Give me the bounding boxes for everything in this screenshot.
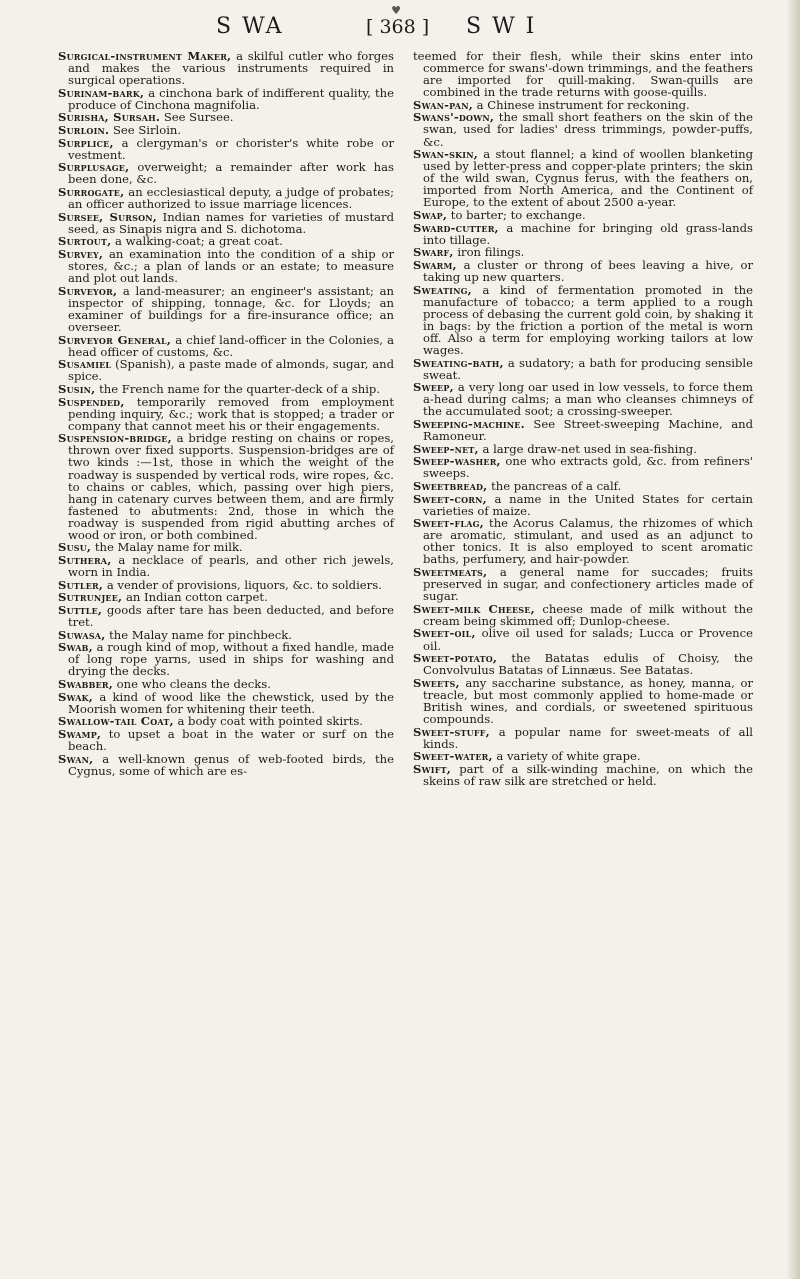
entry-definition: temporarily removed from employment pending inquiry, &c.; work that is stopped; a trader or company that cannot meet his or their engagements. (68, 394, 394, 433)
entry-headword: Sweet-corn, (413, 491, 487, 506)
dictionary-entry (413, 677, 753, 725)
entry-headword: Surinam-bark, (58, 85, 145, 100)
right-guide-word: S W I (466, 14, 537, 39)
entry-headword: Surplice, (58, 135, 114, 150)
entry-headword: Surrogate, (58, 185, 125, 200)
entry-definition: goods after tare has been deducted, and before tret. (68, 602, 394, 630)
dictionary-entry (58, 728, 394, 752)
dictionary-entry (58, 629, 394, 641)
dictionary-entry (413, 455, 753, 479)
left-column (58, 50, 394, 777)
running-header (0, 14, 800, 44)
dictionary-entry (58, 383, 394, 395)
dictionary-entry (58, 641, 394, 677)
dictionary-entry (413, 627, 753, 651)
entry-headword: Swarm, (413, 257, 457, 272)
dictionary-entry (58, 285, 394, 333)
entry-definition: a clergyman's or chorister's white robe or vestment. (68, 135, 395, 162)
entry-definition: See Sirloin. (112, 123, 182, 138)
entry-headword: Swan-pan, (413, 97, 473, 112)
entry-definition: a skilful cutler who forges and makes the various instruments required in surgical operations. (68, 49, 394, 88)
entry-headword: Swarf, (413, 245, 454, 260)
left-guide-word: S WA (216, 14, 284, 39)
dictionary-entry (413, 99, 753, 111)
dictionary-entry (58, 691, 394, 715)
entry-headword: Sweating, (413, 282, 472, 297)
entry-headword: Swab, (58, 640, 93, 655)
dictionary-entry (58, 753, 394, 777)
entry-headword: Sweetbread, (413, 478, 488, 493)
entry-definition: to barter; to exchange. (450, 207, 586, 222)
entry-headword: Sweating-bath, (413, 355, 504, 370)
dictionary-entry (58, 715, 394, 727)
entry-definition: a very long oar used in low vessels, to force them a-head during calms; a man who cleanses chimneys of the accumulated soot; a crossing-sweeper. (423, 380, 753, 419)
dictionary-entry (413, 259, 753, 283)
entry-definition: teemed for their flesh, while their skins enter into commerce for swans'-down trimmings, and the feathers are imported for quill-making. Swan-quills are combined in the trade returns with goose-quills. (413, 49, 753, 100)
entry-headword: Surtout, (58, 234, 112, 249)
dictionary-entry (413, 357, 753, 381)
entry-definition: a kind of fermentation promoted in the manufacture of tobacco; a term applied to a rough process of debasing the current gold coin, by shaking it in bags: by the friction a portion of the metal is worn off. Also a term for employing working tailors at low wages. (423, 282, 754, 357)
dictionary-entry (58, 124, 394, 136)
dictionary-entry (58, 161, 394, 185)
entry-definition: a kind of wood like the chewstick, used by the Moorish women for whitening their teeth. (68, 689, 394, 716)
dictionary-entry (58, 554, 394, 578)
entry-definition: one who cleans the decks. (116, 677, 271, 692)
dictionary-entry (413, 652, 753, 676)
entry-definition: a popular name for sweet-meats of all kinds. (423, 724, 754, 751)
dictionary-entry (58, 579, 394, 591)
entry-definition: a cluster or throng of bees leaving a hive, or taking up new quarters. (423, 257, 753, 284)
entry-headword: Surgical-instrument Maker, (58, 49, 232, 63)
entry-headword: Suspension-bridge, (58, 431, 172, 446)
dictionary-entry (413, 246, 753, 258)
entry-definition: a machine for bringing old grass-lands into tillage. (423, 220, 753, 247)
dictionary-entry (413, 726, 753, 750)
entry-headword: Swak, (58, 689, 94, 704)
entry-headword: Swallow-tail Coat, (58, 714, 174, 729)
entry-headword: Suspended, (58, 394, 125, 409)
dictionary-entry (58, 358, 394, 382)
dictionary-entry (58, 211, 394, 235)
entry-headword: Surveyor General, (58, 332, 172, 347)
page-number: [ 368 ] (366, 16, 430, 38)
entry-definition: a well-known genus of web-footed birds, the Cygnus, some of which are es- (68, 751, 394, 778)
entry-definition: the Batatas edulis of Choisy, the Convolvulus Batatas of Linnæus. See Batatas. (423, 651, 753, 678)
entry-definition: part of a silk-winding machine, on which the skeins of raw silk are stretched or held. (423, 761, 753, 789)
dictionary-entry (58, 137, 394, 161)
entry-definition: a Chinese instrument for reckoning. (476, 97, 690, 112)
dictionary-entry (413, 381, 753, 417)
dictionary-entry (58, 248, 394, 284)
dictionary-entry (413, 418, 753, 442)
entry-definition: the French name for the quarter-deck of a ship. (99, 381, 381, 396)
entry-definition: a body coat with pointed skirts. (177, 714, 363, 729)
entry-headword: Surloin. (58, 123, 110, 138)
dictionary-entry (58, 604, 394, 628)
entry-definition: See Street-sweeping Machine, and Ramoneur. (423, 416, 753, 443)
dictionary-entry (58, 678, 394, 690)
entry-definition: a chief land-officer in the Colonies, a head officer of customs, &c. (68, 332, 394, 359)
entry-definition: (Spanish), a paste made of almonds, sugar, and spice. (68, 357, 394, 384)
dictionary-entry (58, 396, 394, 432)
entry-definition: a name in the United States for certain varieties of maize. (423, 491, 753, 518)
dictionary-entry (413, 603, 753, 627)
entry-headword: Swans'-down, (413, 110, 495, 125)
entry-headword: Sweep-washer, (413, 454, 501, 469)
entry-definition: a necklace of pearls, and other rich jewels, worn in India. (68, 553, 394, 580)
entry-headword: Sweet-potato, (413, 651, 498, 666)
entry-headword: Sweet-water, (413, 749, 493, 764)
entry-definition: the pancreas of a calf. (491, 478, 622, 493)
entry-headword: Susu, (58, 540, 92, 555)
entry-definition: a sudatory; a bath for producing sensible sweat. (423, 355, 754, 382)
entry-headword: Surveyor, (58, 283, 118, 298)
entry-headword: Suthera, (58, 553, 112, 568)
entry-definition: one who extracts gold, &c. from refiners' sweeps. (423, 454, 753, 481)
entry-definition: to upset a boat in the water or surf on the beach. (68, 727, 394, 754)
entry-headword: Swamp, (58, 727, 102, 742)
entry-definition: a walking-coat; a great coat. (115, 234, 283, 249)
entry-definition: the Acorus Calamus, the rhizomes of which are aromatic, stimulant, and used as an adjunct to other tonics. It is also employed to scent aromatic baths, perfumery, and hair-powder. (423, 516, 753, 567)
dictionary-entry (58, 186, 394, 210)
entry-headword: Swan, (58, 751, 94, 766)
entry-headword: Sweets, (413, 675, 460, 690)
right-column (413, 50, 753, 788)
dictionary-entry (58, 591, 394, 603)
dictionary-entry (413, 148, 753, 208)
entry-headword: Surisha, Sursah. (58, 110, 161, 125)
entry-definition: any saccharine substance, as honey, manna, or treacle, but most commonly applied to home-made or British wines, and cordials, or sweetened spirituous compounds. (423, 675, 753, 726)
dictionary-entry (58, 50, 394, 86)
entry-definition: a large draw-net used in sea-fishing. (482, 441, 697, 456)
entry-headword: Swift, (413, 761, 451, 776)
entry-definition: See Sursee. (163, 110, 234, 125)
entry-headword: Sweet-stuff, (413, 724, 490, 739)
entry-headword: Sweep, (413, 380, 454, 395)
dictionary-entry (58, 541, 394, 553)
dictionary-entry (58, 235, 394, 247)
entry-headword: Swan-skin, (413, 147, 478, 162)
entry-headword: Sweet-flag, (413, 516, 484, 531)
entry-headword: Sweetmeats, (413, 565, 488, 580)
entry-definition: an examination into the condition of a ship or stores, &c.; a plan of lands or an estate; to measure and plot out lands. (68, 247, 394, 286)
dictionary-entry (413, 50, 753, 98)
dictionary-entry (413, 517, 753, 565)
entry-definition: Indian names for varieties of mustard seed, as Sinapis nigra and S. dichotoma. (68, 209, 394, 236)
dictionary-entry (413, 111, 753, 147)
entry-definition: an ecclesiastical deputy, a judge of probates; an officer authorized to issue marriage licences. (68, 185, 394, 212)
heart-marker-icon: ♥ (391, 4, 401, 17)
entry-definition: olive oil used for salads; Lucca or Provence oil. (423, 626, 753, 653)
entry-headword: Swap, (413, 207, 448, 222)
dictionary-entry (413, 209, 753, 221)
entry-headword: Swabber, (58, 677, 113, 692)
entry-headword: Sweet-oil, (413, 626, 476, 641)
dictionary-entry (413, 750, 753, 762)
entry-headword: Suttle, (58, 602, 103, 617)
entry-headword: Sutler, (58, 577, 104, 592)
entry-definition: a general name for succades; fruits preserved in sugar, and confectionery articles made of sugar. (423, 565, 753, 604)
entry-definition: iron filings. (457, 245, 525, 260)
page-edge-shadow (786, 0, 800, 1279)
entry-headword: Sweet-milk Cheese, (413, 601, 535, 616)
entry-headword: Susamiel (58, 357, 112, 372)
entry-headword: Sward-cutter, (413, 220, 499, 235)
entry-definition: overweight; a remainder after work has been done, &c. (68, 160, 395, 187)
entry-definition: a vender of provisions, liquors, &c. to soldiers. (106, 577, 382, 592)
entry-definition: cheese made of milk without the cream being skimmed off; Dunlop-cheese. (423, 601, 753, 628)
entry-headword: Sutrunjee, (58, 590, 123, 605)
entry-definition: a cinchona bark of indifferent quality, the produce of Cinchona magnifolia. (68, 85, 395, 112)
dictionary-entry (413, 480, 753, 492)
entry-definition: a land-measurer; an engineer's assistant; an inspector of shipping, tonnage, &c. for Lloyds; an examiner of buildings for a fire-insurance office; an overseer. (68, 283, 394, 334)
entry-definition: a bridge resting on chains or ropes, thrown over fixed supports. Suspension-bridges are of two kinds :—1st, those in which the weight of the roadway is suspended by vertical rods, wire ropes, &c. to chains or cables, which, passing over high piers, hang in catenary curves between them, and are firmly fastened to abutments: 2nd, those in which the roadway is suspended from rigid abutting arches of wood or iron, or both combined. (68, 431, 394, 542)
dictionary-entry (413, 493, 753, 517)
entry-headword: Suwasa, (58, 627, 106, 642)
dictionary-entry (58, 334, 394, 358)
entry-definition: an Indian cotton carpet. (125, 590, 268, 605)
entry-definition: a stout flannel; a kind of woollen blanketing used by letter-press and copper-plate printers; the skin of the wild swan, Cygnus ferus, with the feathers on, imported from North America, and the Continent of Europe, to the extent of about 2500 a-year. (423, 147, 753, 210)
dictionary-entry (413, 222, 753, 246)
entry-headword: Sweep-net, (413, 441, 479, 456)
entry-headword: Sursee, Surson, (58, 209, 158, 224)
entry-definition: a rough kind of mop, without a fixed handle, made of long rope yarns, used in ships for washing and drying the decks. (68, 640, 394, 679)
entry-definition: the Malay name for milk. (94, 540, 243, 555)
dictionary-entry (413, 763, 753, 787)
dictionary-entry (413, 284, 753, 356)
dictionary-entry (413, 566, 753, 602)
entry-headword: Survey, (58, 247, 104, 262)
entry-definition: the small short feathers on the skin of the swan, used for ladies' dress trimmings, powder-puffs, &c. (423, 110, 753, 149)
dictionary-entry (58, 87, 394, 111)
dictionary-entry (58, 111, 394, 123)
entry-headword: Surplusage, (58, 160, 130, 175)
dictionary-entry (413, 443, 753, 455)
entry-headword: Susin, (58, 381, 96, 396)
entry-definition: the Malay name for pinchbeck. (109, 627, 292, 642)
dictionary-entry (58, 432, 394, 540)
entry-definition: a variety of white grape. (496, 749, 641, 764)
entry-headword: Sweeping-machine. (413, 416, 525, 431)
